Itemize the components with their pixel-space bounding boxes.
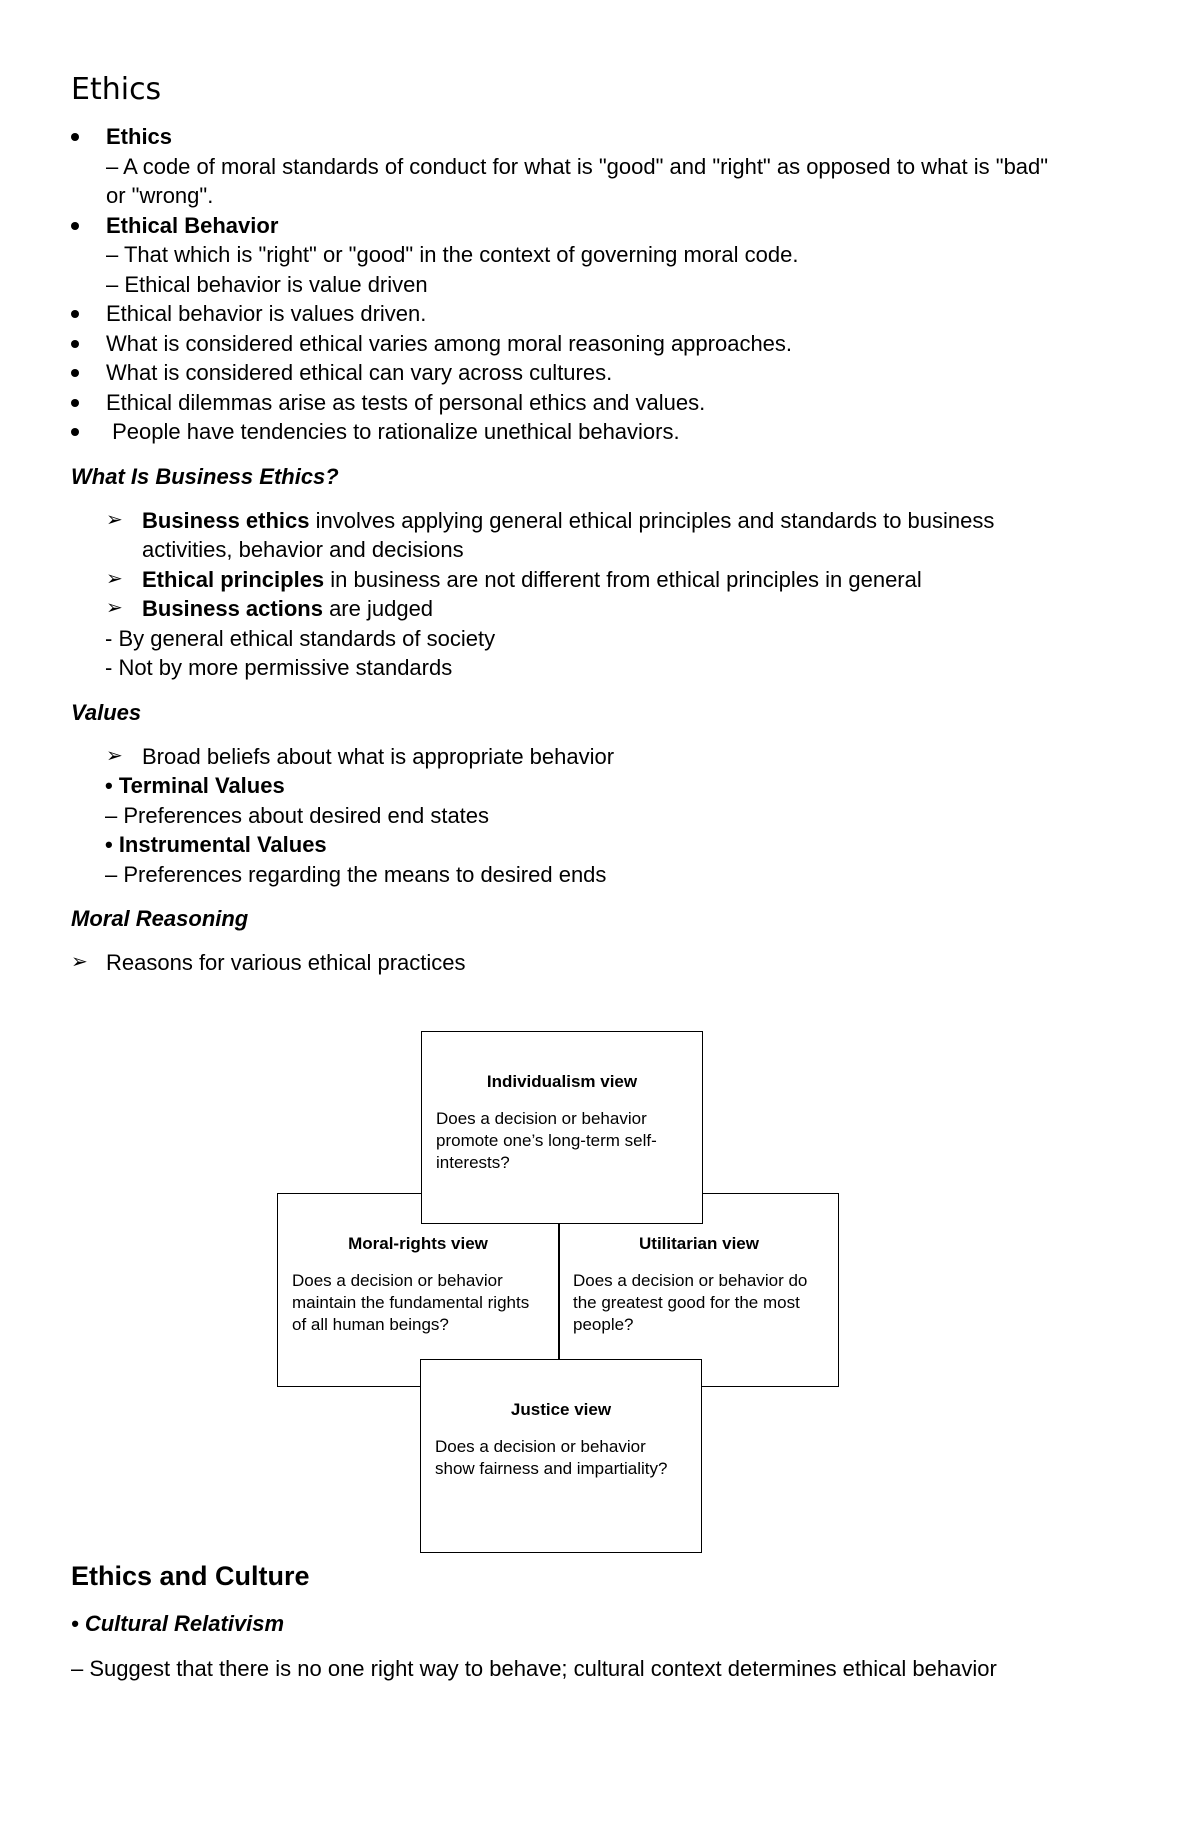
point-text: in business are not different from ethical principles in general	[324, 566, 922, 592]
list-item: People have tendencies to rationalize unethical behaviors.	[71, 417, 1131, 447]
arrow-bullet-icon: ➢	[71, 951, 88, 973]
point-bold: Business ethics	[142, 507, 310, 533]
individualism-view-box	[421, 1031, 703, 1224]
moral-reasoning-point	[71, 948, 1131, 978]
list-item: Ethical dilemmas arise as tests of personal ethics and values.	[71, 388, 1131, 418]
arrow-bullet-icon: ➢	[106, 567, 123, 590]
moral-rights-desc: Does a decision or behavior maintain the fundamental rights of all human beings?	[292, 1271, 530, 1334]
point-text: involves applying general ethical principles and standards to business	[309, 507, 995, 533]
ethics-definition: – A code of moral standards of conduct for what is "good" and "right" as opposed to what is "bad"	[106, 153, 1049, 179]
term-ethics: Ethics	[106, 124, 173, 149]
values-heading: Values	[71, 699, 142, 725]
point-text: are judged	[322, 596, 434, 621]
dash-item: - By general ethical standards of society	[105, 625, 496, 651]
list-item: What is considered ethical can vary across cultures.	[71, 358, 1131, 388]
ethical-behavior-def1: – That which is "right" or "good" in the context of governing moral code.	[106, 242, 799, 267]
business-ethics-point	[71, 506, 1131, 536]
ethics-culture-heading: Ethics and Culture	[71, 1561, 310, 1591]
ethical-principles-point	[71, 565, 1131, 595]
point-text: Broad beliefs about what is appropriate behavior	[142, 743, 615, 769]
moral-rights-title: Moral-rights view	[348, 1234, 488, 1253]
arrow-bullet-icon: ➢	[106, 508, 123, 531]
bullet-ethical-behavior	[71, 211, 1131, 241]
point-text: Reasons for various ethical practices	[106, 950, 466, 975]
list-item: What is considered ethical varies among moral reasoning approaches.	[71, 329, 1131, 359]
individualism-desc: Does a decision or behavior promote one’s long-term self-interests?	[436, 1109, 657, 1172]
arrow-bullet-icon: ➢	[106, 744, 123, 767]
cultural-relativism-label: • Cultural Relativism	[71, 1611, 285, 1636]
justice-view-box	[420, 1359, 702, 1553]
business-actions-point	[71, 594, 1131, 624]
ethical-behavior-def2: – Ethical behavior is value driven	[106, 271, 428, 297]
individualism-title: Individualism view	[486, 1072, 638, 1091]
cultural-relativism-desc: – Suggest that there is no one right way to behave; cultural context determines ethical behavior	[71, 1656, 997, 1681]
moral-reasoning-heading: Moral Reasoning	[71, 906, 249, 931]
utilitarian-desc: Does a decision or behavior do the greatest good for the most people?	[573, 1271, 808, 1334]
values-point	[71, 742, 1131, 772]
document-body	[71, 70, 1131, 978]
instrumental-values-desc: – Preferences regarding the means to desired ends	[105, 861, 607, 887]
bullet-ethics	[71, 122, 1131, 152]
instrumental-values-label: • Instrumental Values	[105, 832, 327, 857]
point-bold: Business actions	[142, 596, 323, 621]
point-bold: Ethical principles	[142, 566, 325, 592]
business-ethics-point-cont: activities, behavior and decisions	[142, 537, 464, 562]
page-title: Ethics	[71, 72, 162, 107]
utilitarian-title: Utilitarian view	[639, 1234, 759, 1253]
business-ethics-heading: What Is Business Ethics?	[71, 463, 339, 489]
ethics-definition-cont: or "wrong".	[106, 183, 214, 208]
list-item: Ethical behavior is values driven.	[71, 299, 1131, 329]
justice-desc: Does a decision or behavior show fairness and impartiality?	[435, 1437, 668, 1478]
term-ethical-behavior: Ethical Behavior	[106, 212, 279, 238]
justice-title: Justice view	[510, 1400, 612, 1419]
arrow-bullet-icon: ➢	[106, 597, 123, 619]
terminal-values-label: • Terminal Values	[105, 773, 285, 798]
dash-item: - Not by more permissive standards	[105, 655, 453, 680]
terminal-values-desc: – Preferences about desired end states	[105, 802, 490, 828]
